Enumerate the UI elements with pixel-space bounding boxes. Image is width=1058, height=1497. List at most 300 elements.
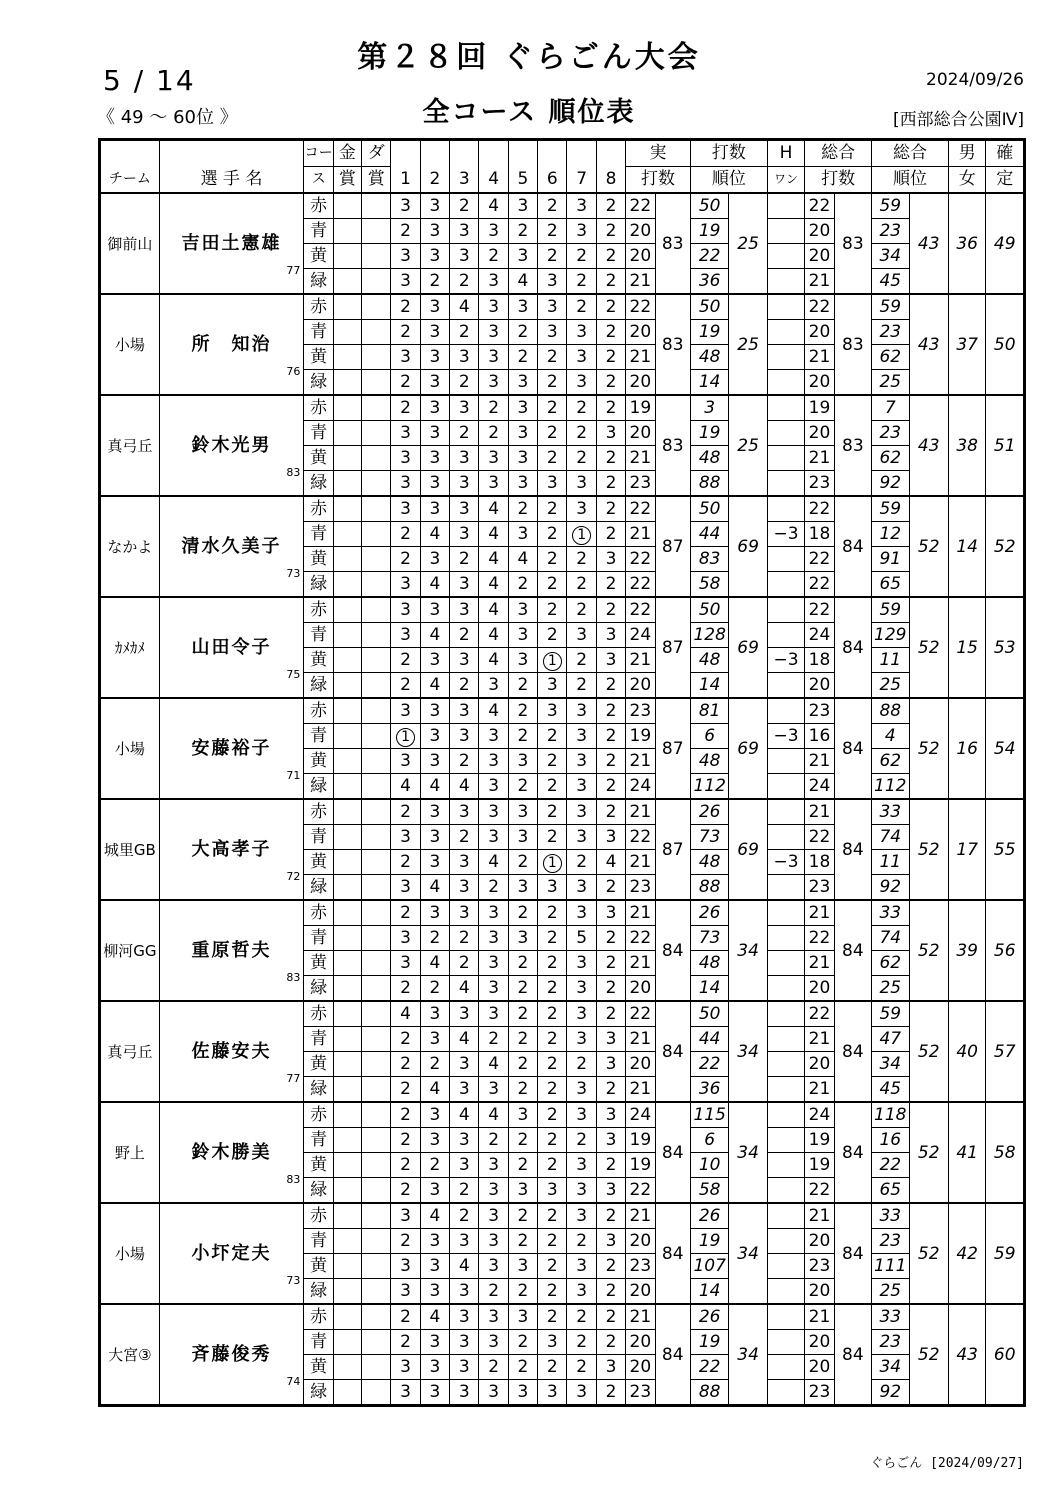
da-cell: [362, 572, 391, 598]
hole-in-one-bonus-cell: [767, 1153, 804, 1178]
da-cell: [362, 395, 391, 421]
col-course-1: コー: [304, 141, 333, 167]
hole-cell: 3: [391, 825, 420, 850]
hole-cell: 2: [596, 976, 625, 1002]
total-strokes-cell: 83: [834, 294, 871, 395]
hole-cell: 2: [508, 320, 537, 345]
course-cell: 黄: [304, 547, 333, 572]
course-cell: 緑: [304, 976, 333, 1002]
hole-cell: 3: [479, 446, 508, 471]
course-sum-cell: 21: [626, 850, 655, 875]
hole-cell: 3: [508, 471, 537, 497]
hole-cell: 3: [596, 825, 625, 850]
course-total-rank-cell: 45: [872, 1077, 909, 1103]
hole-cell: 3: [420, 1254, 449, 1279]
course-net-cell: 23: [805, 1254, 834, 1279]
final-rank-cell: 54: [986, 698, 1024, 799]
table-row: [101, 799, 1024, 825]
team-cell: 小場: [101, 294, 160, 395]
col-hole-5: 5: [508, 141, 537, 194]
hole-cell: 2: [596, 1077, 625, 1103]
da-cell: [362, 219, 391, 244]
course-rank-cell: 50: [690, 294, 728, 320]
table-row: [101, 1304, 1024, 1330]
gold-cell: [333, 850, 361, 875]
strokes-rank-cell: 34: [729, 1001, 767, 1102]
course-rank-cell: 10: [690, 1153, 728, 1178]
hole-cell: 3: [450, 1153, 479, 1178]
hole-cell: 2: [596, 471, 625, 497]
course-net-cell: 21: [805, 1203, 834, 1229]
course-net-cell: 21: [805, 749, 834, 774]
course-total-rank-cell: 23: [872, 320, 909, 345]
hole-cell: 2: [391, 547, 420, 572]
strokes-rank-cell: 34: [729, 1203, 767, 1304]
hole-cell: 3: [508, 294, 537, 320]
hole-cell: 2: [538, 1304, 567, 1330]
gold-cell: [333, 926, 361, 951]
hole-cell: 2: [567, 1128, 596, 1153]
team-cell: 小場: [101, 698, 160, 799]
course-sum-cell: 19: [626, 724, 655, 749]
gold-cell: [333, 597, 361, 623]
course-sum-cell: 22: [626, 1178, 655, 1204]
course-total-rank-cell: 25: [872, 370, 909, 396]
hole-cell: 3: [450, 1355, 479, 1380]
hole-cell: 2: [391, 1102, 420, 1128]
hole-cell: 3: [420, 547, 449, 572]
hole-in-one-bonus-cell: [767, 673, 804, 699]
da-cell: [362, 951, 391, 976]
team-cell: 柳河GG: [101, 900, 160, 1001]
total-strokes-cell: 83: [834, 193, 871, 294]
course-rank-cell: 22: [690, 1052, 728, 1077]
course-cell: 緑: [304, 875, 333, 901]
hole-cell: 2: [391, 1027, 420, 1052]
da-cell: [362, 1052, 391, 1077]
hole-cell: 3: [391, 1203, 420, 1229]
da-cell: [362, 522, 391, 547]
hole-in-one-bonus-cell: [767, 244, 804, 269]
hole-cell: 2: [538, 623, 567, 648]
final-rank-cell: 55: [986, 799, 1024, 900]
hole-cell: 3: [450, 219, 479, 244]
course-net-cell: 21: [805, 1304, 834, 1330]
hole-cell: 3: [479, 673, 508, 699]
da-cell: [362, 421, 391, 446]
hole-cell: 2: [538, 395, 567, 421]
player-name: 吉田土憲雄: [181, 232, 282, 254]
col-gender-2: 女: [948, 167, 985, 194]
hole-cell: 2: [596, 673, 625, 699]
player-name: 斉藤俊秀: [191, 1343, 272, 1365]
actual-strokes-cell: 87: [655, 597, 690, 698]
course-rank-cell: 58: [690, 1178, 728, 1204]
course-rank-cell: 48: [690, 951, 728, 976]
course-net-cell: 24: [805, 1102, 834, 1128]
hole-cell: 2: [420, 269, 449, 295]
course-total-rank-cell: 59: [872, 193, 909, 219]
hole-cell: 4: [479, 850, 508, 875]
hole-cell: 5: [567, 926, 596, 951]
hole-cell: 2: [596, 320, 625, 345]
actual-strokes-cell: 87: [655, 799, 690, 900]
course-rank-cell: 88: [690, 471, 728, 497]
course-rank-cell: 6: [690, 1128, 728, 1153]
player-name-cell: [159, 1001, 304, 1102]
hole-cell: 3: [479, 749, 508, 774]
hole-cell: 2: [420, 926, 449, 951]
course-total-rank-cell: 23: [872, 219, 909, 244]
hole-cell: 2: [508, 496, 537, 522]
hole-cell: 2: [567, 547, 596, 572]
course-total-rank-cell: 33: [872, 799, 909, 825]
total-strokes-cell: 84: [834, 698, 871, 799]
hole-cell: 3: [538, 269, 567, 295]
hole-cell: 3: [508, 623, 537, 648]
hole-cell: 3: [508, 648, 537, 673]
course-rank-cell: 88: [690, 1380, 728, 1405]
course-rank-cell: 26: [690, 799, 728, 825]
hole-cell: 3: [479, 1330, 508, 1355]
hole-in-one-bonus-cell: −3: [767, 522, 804, 547]
course-sum-cell: 21: [626, 522, 655, 547]
hole-cell: 3: [596, 1178, 625, 1204]
course-net-cell: 22: [805, 1178, 834, 1204]
course-rank-cell: 48: [690, 345, 728, 370]
hole-cell: 3: [567, 1380, 596, 1405]
hole-in-one-bonus-cell: [767, 1001, 804, 1027]
hole-cell: 3: [420, 244, 449, 269]
course-cell: 青: [304, 522, 333, 547]
team-cell: 大宮③: [101, 1304, 160, 1405]
hole-cell: 3: [391, 926, 420, 951]
course-cell: 赤: [304, 1203, 333, 1229]
col-name: 選 手 名: [159, 141, 304, 194]
hole-cell: 4: [479, 1102, 508, 1128]
hole-in-one-mark: 1: [543, 652, 562, 671]
course-cell: 赤: [304, 1304, 333, 1330]
hole-cell: 3: [420, 597, 449, 623]
hole-cell: 2: [508, 1077, 537, 1103]
course-cell: 赤: [304, 496, 333, 522]
player-name-cell: [159, 1203, 304, 1304]
hole-cell: 3: [567, 370, 596, 396]
hole-cell: 4: [450, 1102, 479, 1128]
hole-cell: 2: [479, 1355, 508, 1380]
course-net-cell: 20: [805, 1229, 834, 1254]
player-name-cell: [159, 597, 304, 698]
course-total-rank-cell: 4: [872, 724, 909, 749]
gold-cell: [333, 951, 361, 976]
hole-cell: 2: [508, 1052, 537, 1077]
course-net-cell: 22: [805, 193, 834, 219]
course-sum-cell: 20: [626, 370, 655, 396]
hole-cell: 3: [567, 320, 596, 345]
hole-in-one-bonus-cell: [767, 1052, 804, 1077]
course-sum-cell: 20: [626, 320, 655, 345]
gold-cell: [333, 698, 361, 724]
hole-cell: 4: [479, 1052, 508, 1077]
course-total-rank-cell: 11: [872, 648, 909, 673]
hole-cell: 4: [420, 623, 449, 648]
table-row: [101, 900, 1024, 926]
da-cell: [362, 724, 391, 749]
hole-cell: 2: [508, 572, 537, 598]
da-cell: [362, 1330, 391, 1355]
da-cell: [362, 648, 391, 673]
table-row: [101, 395, 1024, 421]
hole-cell: 3: [567, 1203, 596, 1229]
da-cell: [362, 1077, 391, 1103]
final-rank-cell: 52: [986, 496, 1024, 597]
strokes-rank-cell: 25: [729, 294, 767, 395]
gold-cell: [333, 1330, 361, 1355]
player-age: 74: [286, 1375, 301, 1388]
hole-cell: 2: [567, 597, 596, 623]
course-cell: 黄: [304, 648, 333, 673]
strokes-rank-cell: 34: [729, 900, 767, 1001]
da-cell: [362, 496, 391, 522]
gold-cell: [333, 1178, 361, 1204]
course-rank-cell: 3: [690, 395, 728, 421]
gold-cell: [333, 522, 361, 547]
da-cell: [362, 774, 391, 800]
gender-rank-cell: 40: [948, 1001, 985, 1102]
hole-cell: 2: [596, 1001, 625, 1027]
team-cell: ｶﾒｶﾒ: [101, 597, 160, 698]
hole-cell: 2: [596, 749, 625, 774]
course-total-rank-cell: 91: [872, 547, 909, 572]
col-gender-1: 男: [948, 141, 985, 167]
gender-rank-cell: 42: [948, 1203, 985, 1304]
hole-cell: 2: [596, 496, 625, 522]
course-sum-cell: 22: [626, 597, 655, 623]
actual-strokes-cell: 83: [655, 193, 690, 294]
course-total-rank-cell: 59: [872, 597, 909, 623]
col-hole-6: 6: [538, 141, 567, 194]
player-name-cell: [159, 193, 304, 294]
course-total-rank-cell: 7: [872, 395, 909, 421]
hole-cell: 2: [567, 421, 596, 446]
hole-cell: 2: [479, 421, 508, 446]
course-net-cell: 21: [805, 345, 834, 370]
hole-cell: 3: [450, 1304, 479, 1330]
course-cell: 赤: [304, 193, 333, 219]
da-cell: [362, 446, 391, 471]
gold-cell: [333, 875, 361, 901]
gender-rank-cell: 38: [948, 395, 985, 496]
course-net-cell: 19: [805, 1153, 834, 1178]
course-rank-cell: 83: [690, 547, 728, 572]
hole-cell: 3: [450, 1380, 479, 1405]
course-total-rank-cell: 34: [872, 1052, 909, 1077]
hole-cell: 2: [596, 799, 625, 825]
da-cell: [362, 1153, 391, 1178]
table-row: [101, 698, 1024, 724]
total-strokes-cell: 84: [834, 496, 871, 597]
hole-cell: 3: [420, 370, 449, 396]
hole-cell: 3: [567, 623, 596, 648]
results-table: [100, 140, 1024, 1405]
course-net-cell: 19: [805, 1128, 834, 1153]
course-rank-cell: 14: [690, 370, 728, 396]
gold-cell: [333, 623, 361, 648]
table-row: [101, 597, 1024, 623]
player-age: 77: [286, 264, 301, 277]
course-total-rank-cell: 92: [872, 875, 909, 901]
hole-cell: 2: [391, 673, 420, 699]
hole-cell: 3: [479, 1380, 508, 1405]
hole-cell: 3: [538, 698, 567, 724]
hole-cell: 3: [479, 269, 508, 295]
actual-strokes-cell: 84: [655, 900, 690, 1001]
hole-cell: 3: [450, 648, 479, 673]
hole-cell: 2: [567, 244, 596, 269]
hole-cell: 3: [420, 193, 449, 219]
col-trank-1: 総合: [872, 141, 949, 167]
hole-cell: 2: [538, 774, 567, 800]
hole-cell: 2: [567, 1304, 596, 1330]
hole-cell: 2: [508, 1153, 537, 1178]
hole-cell: 3: [450, 597, 479, 623]
hole-cell: 4: [479, 597, 508, 623]
hole-cell: 3: [450, 496, 479, 522]
course-cell: 黄: [304, 1254, 333, 1279]
hole-cell: 2: [538, 597, 567, 623]
hole-cell: 2: [450, 320, 479, 345]
gold-cell: [333, 976, 361, 1002]
course-cell: 青: [304, 1027, 333, 1052]
hole-cell: 2: [450, 1203, 479, 1229]
hole-cell: 2: [538, 1279, 567, 1305]
course-net-cell: 21: [805, 1077, 834, 1103]
hole-cell: 2: [538, 825, 567, 850]
hole-cell: 3: [420, 1279, 449, 1305]
hole-cell: 2: [538, 926, 567, 951]
da-cell: [362, 799, 391, 825]
hole-in-one-bonus-cell: [767, 1279, 804, 1305]
gold-cell: [333, 471, 361, 497]
course-rank-cell: 112: [690, 774, 728, 800]
course-cell: 赤: [304, 597, 333, 623]
hole-cell: 2: [508, 1027, 537, 1052]
course-total-rank-cell: 129: [872, 623, 909, 648]
course-sum-cell: 24: [626, 1102, 655, 1128]
hole-cell: 3: [538, 294, 567, 320]
gold-cell: [333, 825, 361, 850]
player-age: 73: [286, 567, 301, 580]
hole-cell: 2: [450, 951, 479, 976]
hole-cell: 3: [391, 951, 420, 976]
da-cell: [362, 926, 391, 951]
hole-cell: 2: [450, 421, 479, 446]
col-hole-2: 2: [420, 141, 449, 194]
course-total-rank-cell: 47: [872, 1027, 909, 1052]
hole-cell: 3: [538, 320, 567, 345]
gender-rank-cell: 15: [948, 597, 985, 698]
hole-cell: 3: [479, 774, 508, 800]
total-strokes-cell: 84: [834, 1102, 871, 1203]
col-total-2: 打数: [805, 167, 872, 194]
col-hole-1: 1: [391, 141, 420, 194]
total-strokes-cell: 84: [834, 597, 871, 698]
col-h-1: H: [767, 141, 804, 167]
page-subtitle: 全コース 順位表: [422, 97, 636, 128]
gold-cell: [333, 1279, 361, 1305]
hole-cell: 2: [567, 1355, 596, 1380]
hole-in-one-bonus-cell: [767, 269, 804, 295]
hole-cell: 4: [450, 294, 479, 320]
course-rank-cell: 50: [690, 193, 728, 219]
hole-cell: 2: [538, 976, 567, 1002]
course-sum-cell: 22: [626, 193, 655, 219]
da-cell: [362, 1001, 391, 1027]
da-cell: [362, 1355, 391, 1380]
gender-rank-cell: 37: [948, 294, 985, 395]
hole-cell: 3: [567, 900, 596, 926]
page-number: 5 / 14: [103, 64, 196, 97]
hole-cell: 4: [420, 572, 449, 598]
course-sum-cell: 22: [626, 926, 655, 951]
hole-in-one-bonus-cell: [767, 698, 804, 724]
gold-cell: [333, 1128, 361, 1153]
hole-cell: 3: [420, 1380, 449, 1405]
course-total-rank-cell: 22: [872, 1153, 909, 1178]
gender-rank-cell: 16: [948, 698, 985, 799]
course-rank-cell: 50: [690, 597, 728, 623]
hole-cell: 3: [450, 446, 479, 471]
course-rank-cell: 44: [690, 522, 728, 547]
hole-cell: 3: [420, 900, 449, 926]
hole-cell: 3: [508, 395, 537, 421]
course-sum-cell: 21: [626, 1203, 655, 1229]
course-sum-cell: 21: [626, 269, 655, 295]
hole-cell: 3: [567, 345, 596, 370]
course-cell: 緑: [304, 1077, 333, 1103]
course-rank-cell: 22: [690, 244, 728, 269]
course-cell: 黄: [304, 446, 333, 471]
course-rank-cell: 81: [690, 698, 728, 724]
course-total-rank-cell: 25: [872, 673, 909, 699]
col-actual-2: 打数: [626, 167, 691, 194]
da-cell: [362, 850, 391, 875]
course-net-cell: 21: [805, 900, 834, 926]
hole-cell: 3: [420, 1001, 449, 1027]
hole-cell: 2: [596, 875, 625, 901]
course-net-cell: 22: [805, 294, 834, 320]
course-rank-cell: 19: [690, 320, 728, 345]
gender-rank-cell: 36: [948, 193, 985, 294]
course-cell: 緑: [304, 1178, 333, 1204]
hole-in-one-bonus-cell: [767, 799, 804, 825]
da-cell: [362, 1229, 391, 1254]
hole-in-one-bonus-cell: [767, 1102, 804, 1128]
hole-cell: 3: [420, 1178, 449, 1204]
hole-cell: 2: [391, 850, 420, 875]
hole-cell: 4: [479, 193, 508, 219]
hole-cell: 2: [538, 1229, 567, 1254]
hole-in-one-bonus-cell: [767, 926, 804, 951]
course-sum-cell: 20: [626, 1279, 655, 1305]
hole-cell: 3: [508, 1102, 537, 1128]
hole-cell: 3: [567, 1153, 596, 1178]
player-name-cell: [159, 294, 304, 395]
course-sum-cell: 24: [626, 774, 655, 800]
final-rank-cell: 49: [986, 193, 1024, 294]
course-net-cell: 19: [805, 395, 834, 421]
course-total-rank-cell: 65: [872, 572, 909, 598]
